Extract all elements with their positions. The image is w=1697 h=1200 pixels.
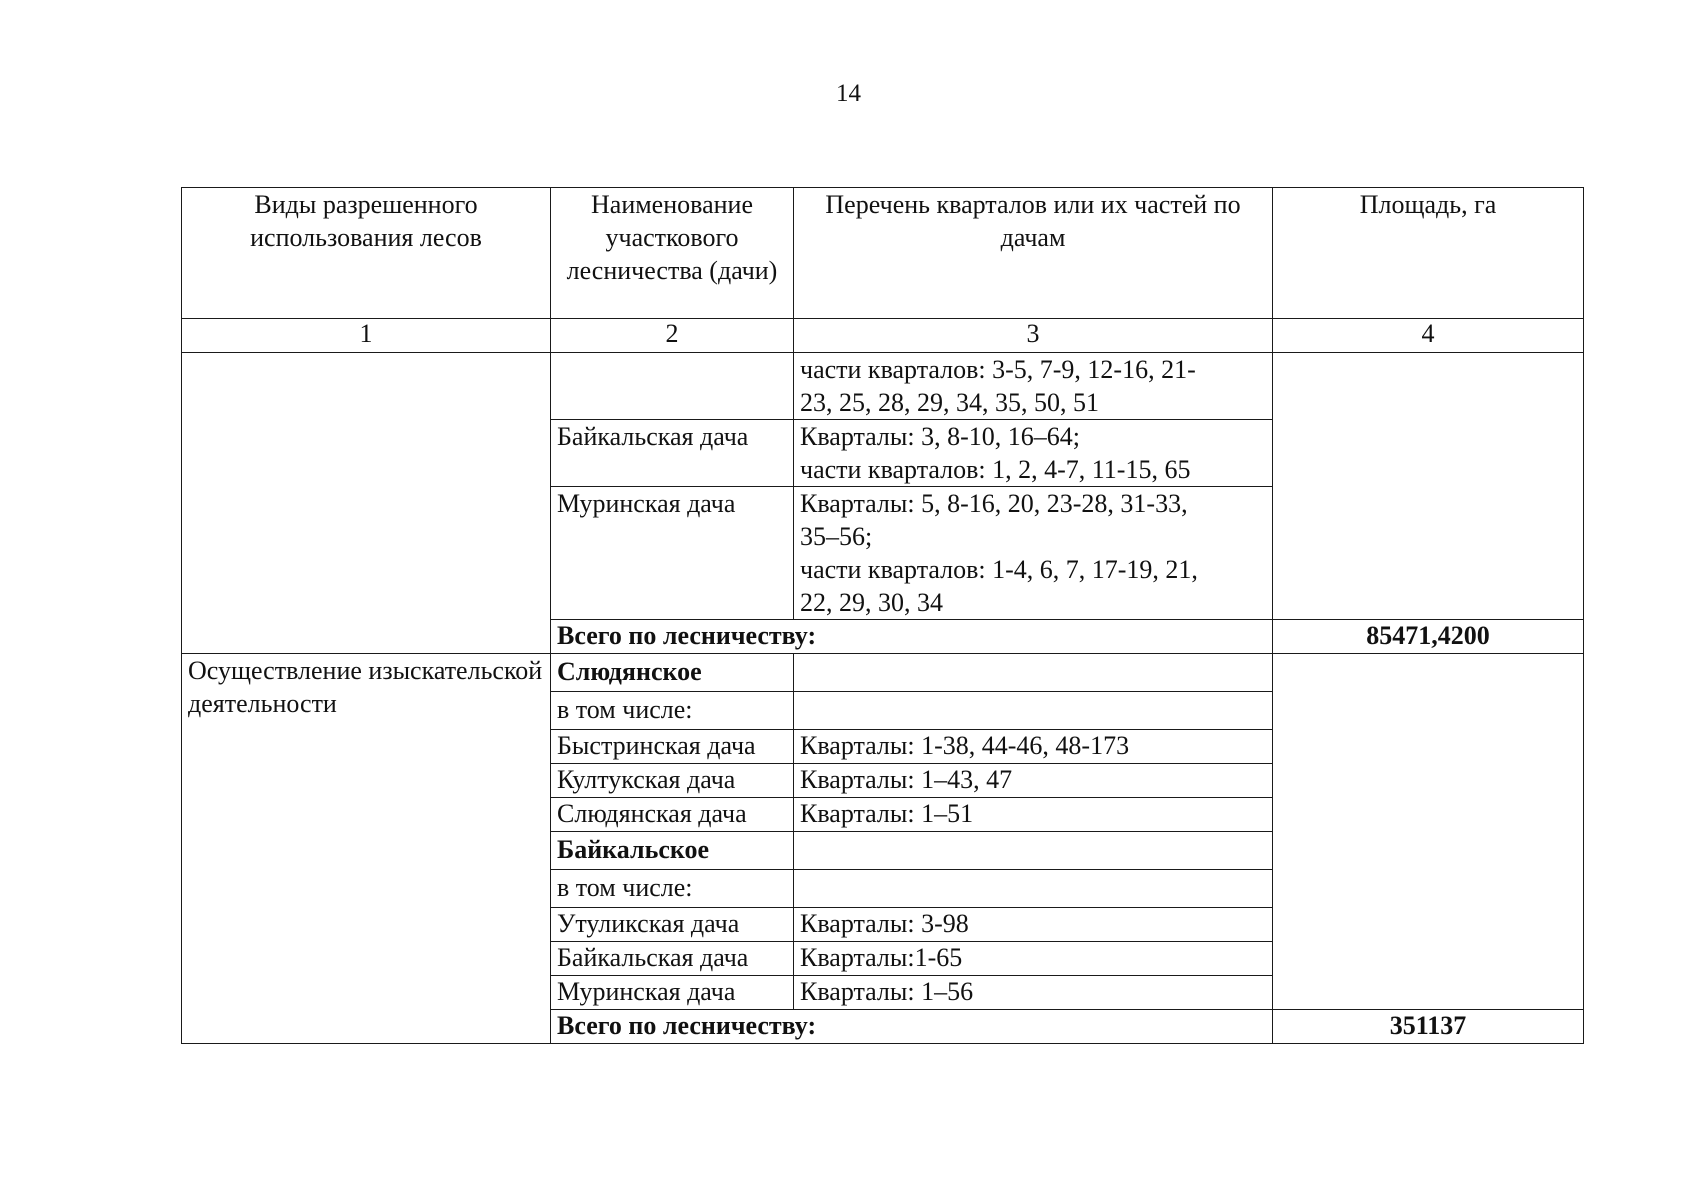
dacha-cell: Утуликская дача — [551, 908, 794, 942]
total-label: Всего по лесничеству: — [551, 1010, 1273, 1044]
header-quarters-list: Перечень кварталов или их частей по дачам — [794, 188, 1273, 319]
forestry-name-cell: Слюдянское — [551, 654, 794, 692]
quarters-line: части кварталов: 1, 2, 4-7, 11-15, 65 — [800, 455, 1191, 484]
column-number-row — [182, 319, 1584, 353]
quarters-cell: Кварталы: 1-38, 44-46, 48-173 — [794, 730, 1273, 764]
table-header-row — [182, 188, 1584, 319]
forestry-name-cell: Байкальское — [551, 832, 794, 870]
quarters-line: Кварталы: 3, 8-10, 16–64; — [800, 422, 1080, 451]
quarters-cell: Кварталы: 1–51 — [794, 798, 1273, 832]
quarters-line: части кварталов: 3-5, 7-9, 12-16, 21- — [800, 355, 1196, 384]
column-number: 2 — [551, 319, 794, 353]
dacha-cell: в том числе: — [551, 692, 794, 730]
quarters-line: 35–56; — [800, 522, 873, 551]
use-type-cell-empty — [182, 353, 551, 654]
quarters-line: Кварталы: 5, 8-16, 20, 23-28, 31-33, — [800, 489, 1188, 518]
area-cell-empty — [1273, 654, 1584, 1010]
quarters-cell: Кварталы: 1–43, 47 — [794, 764, 1273, 798]
quarters-cell — [794, 420, 1273, 487]
quarters-cell — [794, 870, 1273, 908]
use-type-cell: Осуществление изыскательской деятельности — [182, 654, 551, 1044]
quarters-cell: Кварталы: 3-98 — [794, 908, 1273, 942]
forest-use-table — [181, 187, 1584, 1044]
quarters-line: 22, 29, 30, 34 — [800, 588, 943, 617]
dacha-cell: Слюдянская дача — [551, 798, 794, 832]
quarters-cell — [794, 832, 1273, 870]
quarters-cell: Кварталы: 1–56 — [794, 976, 1273, 1010]
dacha-cell: Байкальская дача — [551, 420, 794, 487]
quarters-cell — [794, 692, 1273, 730]
dacha-cell: Муринская дача — [551, 976, 794, 1010]
quarters-cell: Кварталы:1-65 — [794, 942, 1273, 976]
column-number: 4 — [1273, 319, 1584, 353]
header-use-type: Виды разрешенного использования лесов — [182, 188, 551, 319]
column-number: 1 — [182, 319, 551, 353]
total-label: Всего по лесничеству: — [551, 620, 1273, 654]
table-row — [182, 654, 1584, 692]
quarters-cell — [794, 487, 1273, 620]
area-cell-empty — [1273, 353, 1584, 620]
dacha-cell — [551, 353, 794, 420]
total-value: 351137 — [1273, 1010, 1584, 1044]
table-row — [182, 353, 1584, 420]
quarters-line: части кварталов: 1-4, 6, 7, 17-19, 21, — [800, 555, 1198, 584]
quarters-cell — [794, 353, 1273, 420]
dacha-cell: Муринская дача — [551, 487, 794, 620]
total-value: 85471,4200 — [1273, 620, 1584, 654]
quarters-line: 23, 25, 28, 29, 34, 35, 50, 51 — [800, 388, 1099, 417]
quarters-cell — [794, 654, 1273, 692]
header-area: Площадь, га — [1273, 188, 1584, 319]
dacha-cell: Байкальская дача — [551, 942, 794, 976]
dacha-cell: Култукская дача — [551, 764, 794, 798]
column-number: 3 — [794, 319, 1273, 353]
header-forestry-name: Наименование участкового лесничества (дачи) — [551, 188, 794, 319]
dacha-cell: в том числе: — [551, 870, 794, 908]
dacha-cell: Быстринская дача — [551, 730, 794, 764]
page-number: 14 — [836, 80, 861, 107]
